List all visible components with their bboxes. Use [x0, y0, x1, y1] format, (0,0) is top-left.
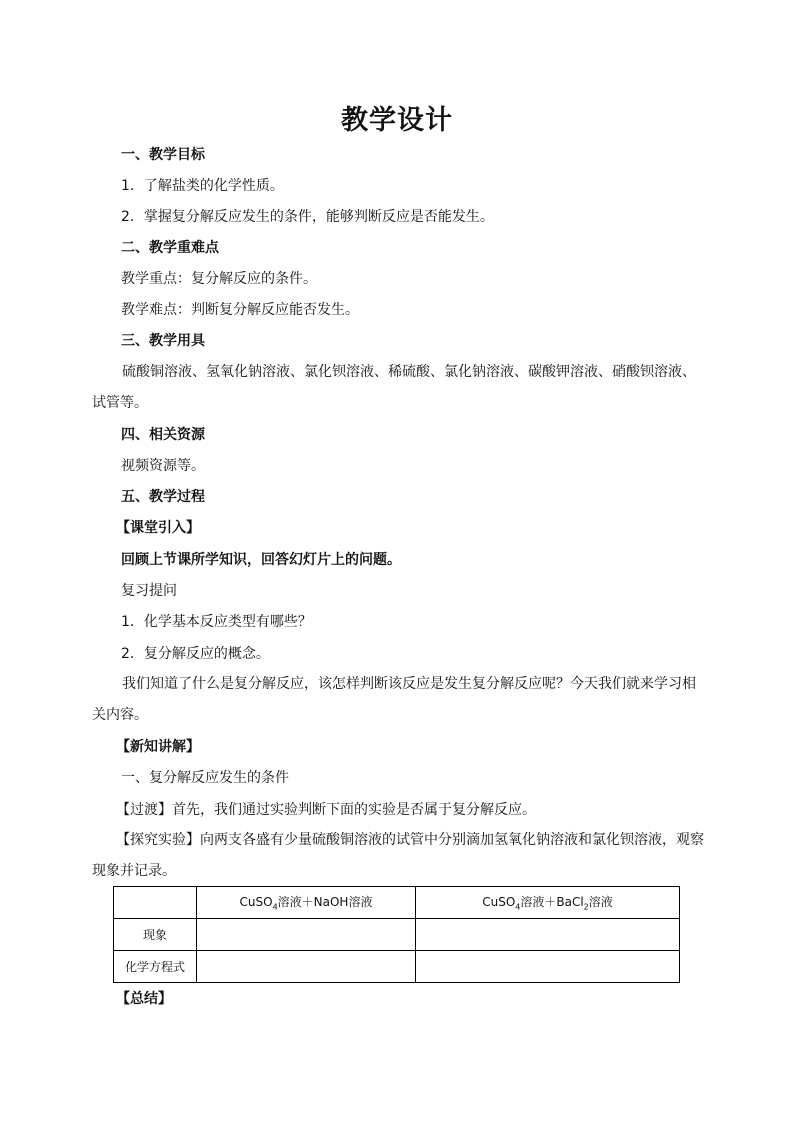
new-knowledge-heading: 【新知讲解】	[116, 739, 200, 755]
table-row-label-phenomenon: 现象	[114, 919, 197, 951]
resources-text: 视频资源等。	[121, 458, 205, 474]
subsection-conditions: 一、复分解反应发生的条件	[121, 770, 289, 786]
table-row	[114, 919, 680, 951]
objective-item-2: 2．掌握复分解反应发生的条件，能够判断反应是否能发生。	[121, 209, 494, 225]
table-header-bacl2: CuSO$_4$溶液＋BaCl$_2$溶液	[416, 887, 680, 919]
table-cell	[416, 919, 680, 951]
review-label: 复习提问	[121, 583, 177, 599]
experiment-paragraph	[92, 825, 704, 887]
review-question-2: 2．复分解反应的概念。	[121, 646, 270, 662]
table-row	[114, 951, 680, 983]
intro-instruction: 回顾上节课所学知识，回答幻灯片上的问题。	[121, 552, 401, 568]
key-points-heading: 二、教学重难点	[121, 240, 219, 256]
objectives-heading: 一、教学目标	[121, 147, 205, 163]
objective-item-1: 1．了解盐类的化学性质。	[121, 178, 284, 194]
table-header-naoh: CuSO$_4$溶液＋NaOH溶液	[197, 887, 416, 919]
intro-heading: 【课堂引入】	[116, 520, 200, 536]
table-header-empty	[114, 887, 197, 919]
transition-paragraph: 我们知道了什么是复分解反应，该怎样判断该反应是发生复分解反应呢？今天我们就来学习相关内容。	[92, 676, 696, 723]
table-cell	[416, 951, 680, 983]
summary-heading: 【总结】	[116, 991, 172, 1007]
resources-heading: 四、相关资源	[121, 427, 205, 443]
experiment-label: 【探究实验】	[116, 832, 200, 848]
experiment-table	[113, 886, 680, 983]
table-row-label-equation: 化学方程式	[114, 951, 197, 983]
tools-heading: 三、教学用具	[121, 333, 205, 349]
review-question-1: 1．化学基本反应类型有哪些？	[121, 614, 312, 630]
table-header-row	[114, 887, 680, 919]
process-heading: 五、教学过程	[121, 489, 205, 505]
table-cell	[197, 919, 416, 951]
transition-label: 【过渡】	[116, 802, 172, 818]
key-point-difficulty: 教学难点：判断复分解反应能否发生。	[121, 302, 359, 318]
experiment-text: 向两支各盛有少量硫酸铜溶液的试管中分别滴加氢氧化钠溶液和氯化钡溶液，观察现象并记录。	[92, 832, 704, 879]
transition-line	[116, 801, 536, 819]
tools-text: 硫酸铜溶液、氢氧化钠溶液、氯化钡溶液、稀硫酸、氯化钠溶液、碳酸钾溶液、硝酸钡溶液、试管等。	[92, 364, 696, 411]
transition-text: 首先，我们通过实验判断下面的实验是否属于复分解反应。	[172, 802, 536, 818]
document-title: 教学设计	[341, 105, 453, 136]
table-cell	[197, 951, 416, 983]
key-point-focus: 教学重点：复分解反应的条件。	[121, 271, 317, 287]
